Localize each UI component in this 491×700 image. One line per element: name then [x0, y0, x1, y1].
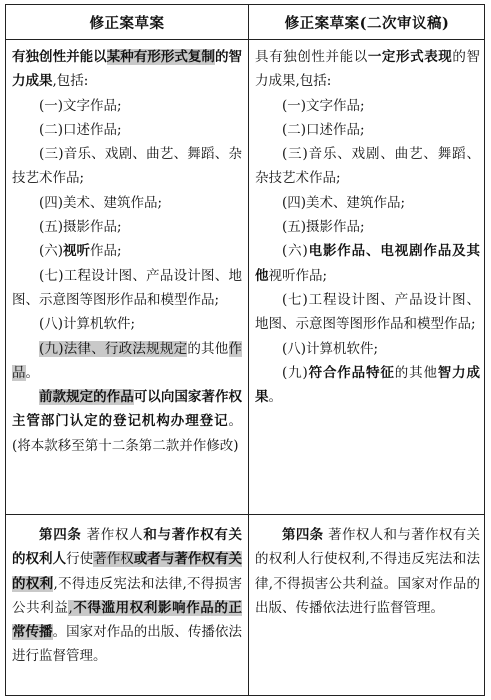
registration-paragraph: [12, 385, 242, 458]
comparison-table: [5, 4, 485, 696]
item-2: (二)口述作品;: [282, 121, 365, 138]
text-run: ,包括:: [52, 73, 89, 90]
text-run: 。(将本款移至第十二条第二款并作修改): [12, 413, 242, 454]
item-7: (七)工程设计图、产品设计图、地图、示意图等图形作品和模型作品;: [12, 267, 242, 308]
row1-left-cell: [12, 45, 242, 458]
header-draft: 修正案草案: [89, 14, 165, 32]
item-1: (一)文字作品;: [39, 97, 122, 114]
text-run: 法律、行政法规规定: [63, 340, 188, 357]
text-run: ,不得违反宪法和法律,不得损害公共利益: [12, 575, 243, 616]
column-divider: [248, 5, 249, 695]
text-run: 视听作品;: [268, 267, 328, 284]
text-run: 。: [268, 389, 282, 406]
text-run: (六): [282, 243, 308, 260]
item-8: (八)计算机软件;: [39, 316, 136, 333]
item-8: (八)计算机软件;: [282, 340, 379, 357]
header-divider: [6, 39, 484, 40]
item-4: (四)美术、建筑作品;: [39, 194, 163, 211]
text-run: 一定形式表现: [367, 49, 453, 65]
text-run: 。: [25, 364, 39, 381]
item-5: (五)摄影作品;: [39, 219, 122, 236]
item-4: (四)美术、建筑作品;: [282, 194, 406, 211]
text-run: 著作权人和与著作权有关的权利人行使权利,不得违反宪法和法律,不得损害公共利益。国家对作品的出版、传播依法进行监督管理。: [255, 527, 481, 616]
item-2: (二)口述作品;: [39, 121, 122, 138]
text-run: 第四条: [39, 527, 82, 543]
text-run: ,: [68, 599, 73, 616]
text-run: (九): [282, 364, 308, 381]
text-run: 符合作品特征: [307, 364, 395, 381]
text-run: 有独创性并能以: [12, 49, 107, 65]
text-run: 智力成果: [255, 364, 481, 406]
text-run: 的其他: [187, 340, 229, 357]
row2-left-cell: [12, 523, 242, 669]
item-1: (一)文字作品;: [282, 97, 365, 114]
intro-paragraph: [255, 45, 480, 94]
row-divider: [6, 514, 484, 515]
text-run: 作品: [12, 340, 243, 381]
text-run: 前款规定的作品: [39, 389, 134, 406]
text-run: 可以向国家著作权主管部门认定的登记机构办理登记: [12, 389, 242, 430]
text-run: 作品;: [90, 243, 122, 260]
text-run: 著作权人: [81, 527, 144, 543]
text-run: 第四条: [282, 527, 324, 543]
text-run: 或者与著作权有关的权利: [12, 551, 242, 592]
item-3: (三)音乐、戏剧、曲艺、舞蹈、杂技艺术作品;: [255, 146, 480, 187]
item-7: (七)工程设计图、产品设计图、地图、示意图等图形作品和模型作品;: [255, 291, 480, 333]
row1-right-cell: [255, 45, 480, 409]
article-4-paragraph: [12, 523, 242, 669]
item-5: (五)摄影作品;: [282, 219, 365, 236]
text-run: 。国家对作品的出版、传播依法进行监督管理。: [12, 624, 242, 665]
text-run: 和与著作权有关的权利人: [12, 527, 243, 568]
text-run: 的智力成果: [12, 49, 242, 90]
text-run: (六): [39, 243, 64, 260]
text-run: 某种有形形式复制: [106, 49, 215, 65]
text-run: 的智力成果,包括:: [255, 49, 481, 90]
article-4-paragraph: [255, 523, 480, 620]
item-6: [255, 239, 480, 288]
item-3: (三)音乐、戏剧、曲艺、舞蹈、杂技艺术作品;: [12, 146, 242, 187]
text-run: 行使: [66, 551, 94, 568]
item-6: [12, 239, 242, 263]
item-9: [12, 337, 242, 386]
text-run: (九): [39, 340, 64, 357]
text-run: 电影作品、电视剧作品及其他: [255, 243, 480, 284]
row2-right-cell: [255, 523, 480, 620]
item-9: [255, 361, 480, 410]
text-run: 的其他: [394, 364, 438, 381]
text-run: 具有独创性并能以: [255, 49, 368, 65]
text-run: 著作权: [93, 551, 134, 568]
intro-paragraph: [12, 45, 242, 94]
text-run: 视听: [63, 243, 91, 260]
header-second-review-draft: 修正案草案(二次审议稿): [284, 14, 450, 32]
text-run: 不得滥用权利影响作品的正常传播: [12, 599, 243, 641]
